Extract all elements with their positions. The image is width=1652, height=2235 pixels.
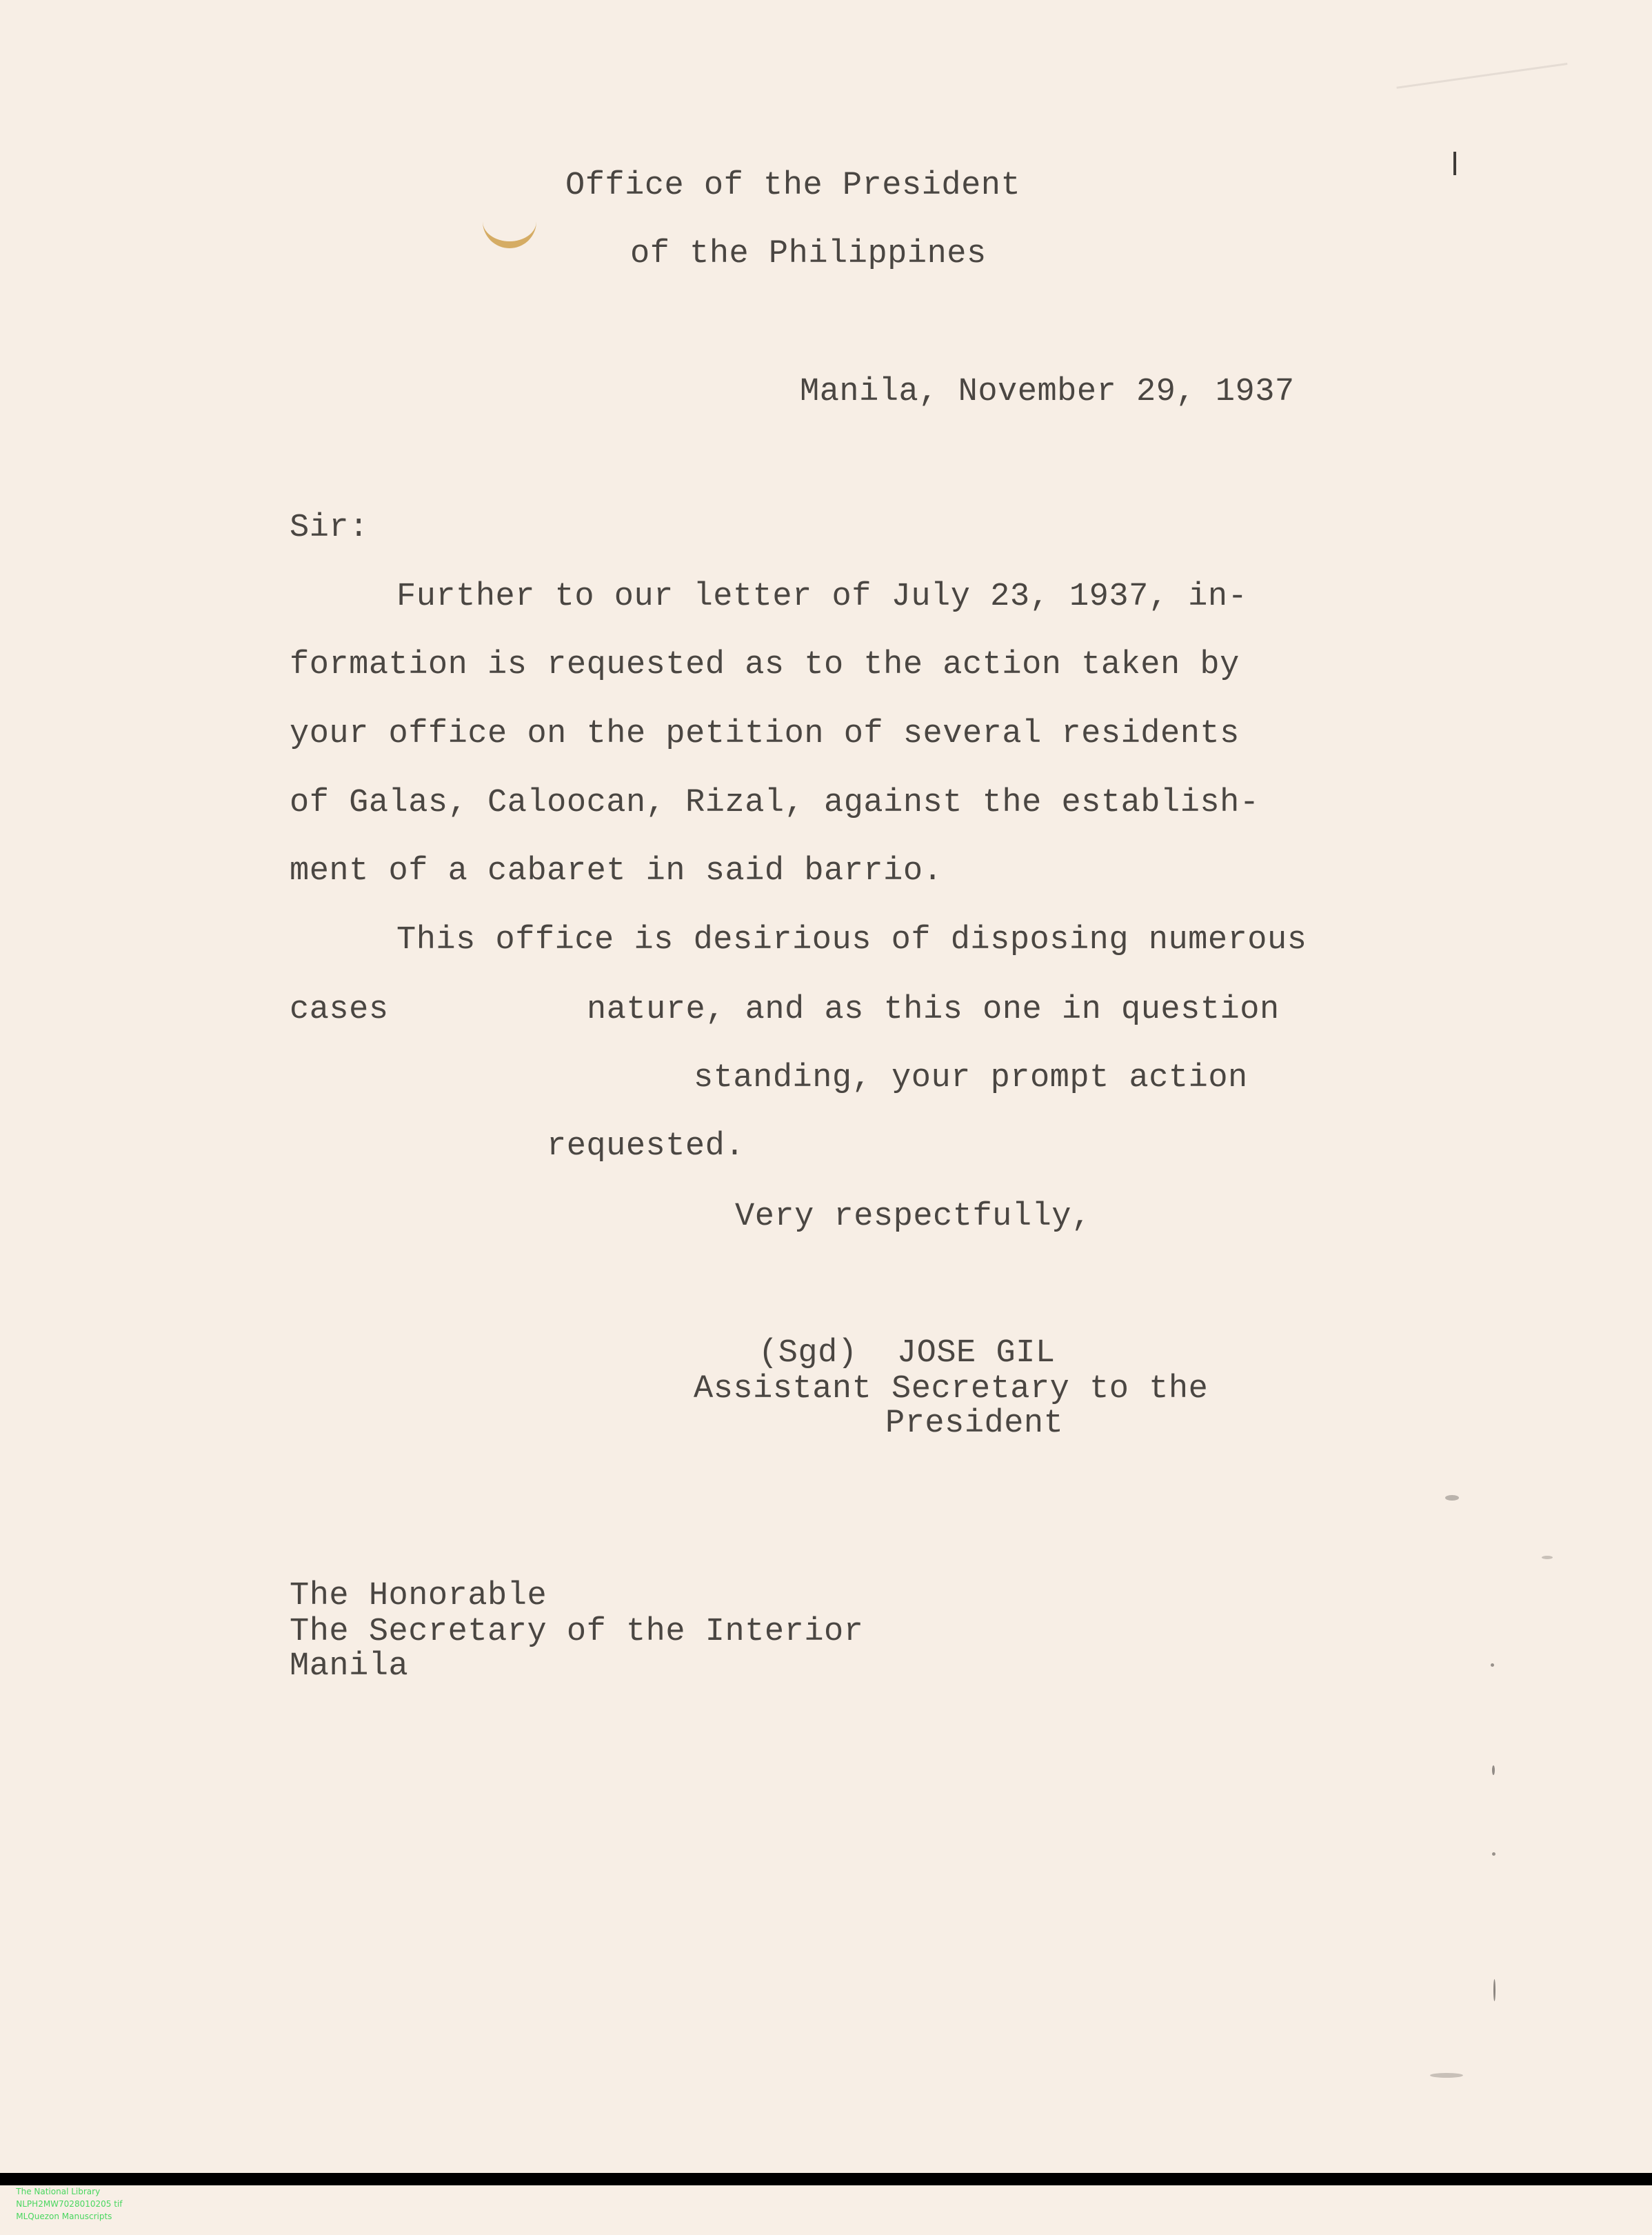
footer-source: The National Library — [16, 2187, 101, 2196]
footer-file-name: NLPH2MW7028010205 tif — [16, 2199, 123, 2209]
letter-date: Manila, November 29, 1937 — [800, 374, 1295, 410]
body-line-4: of Galas, Caloocan, Rizal, against the establish- — [290, 785, 1260, 821]
scan-speck — [1493, 1979, 1495, 2001]
recipient-line-3: Manila — [290, 1648, 409, 1685]
recipient-line-1: The Honorable — [290, 1578, 547, 1614]
scan-speck — [1445, 1495, 1459, 1501]
signature-title-line-2: President — [885, 1405, 1064, 1442]
footer-collection: MLQuezon Manuscripts — [16, 2212, 112, 2221]
margin-mark — [1453, 152, 1456, 175]
scan-footer — [0, 2173, 1652, 2221]
body-line-2: formation is requested as to the action taken by — [290, 647, 1240, 683]
body-line-7: cases — [290, 992, 389, 1028]
stain-mark — [483, 215, 536, 248]
signature: (Sgd) JOSE GIL — [758, 1335, 1056, 1372]
body-line-6: This office is desirious of disposing numerous — [396, 922, 1307, 959]
scan-speck — [1492, 1852, 1495, 1856]
signature-title-line-1: Assistant Secretary to the — [694, 1371, 1209, 1407]
closing: Very respectfully, — [735, 1199, 1091, 1235]
scan-speck — [1492, 1765, 1495, 1775]
salutation: Sir: — [290, 510, 369, 546]
body-line-3: your office on the petition of several residents — [290, 716, 1240, 752]
pencil-marking — [1396, 63, 1575, 143]
body-line-1: Further to our letter of July 23, 1937, in- — [396, 579, 1248, 615]
scan-speck — [1491, 1663, 1494, 1667]
recipient-line-2: The Secretary of the Interior — [290, 1614, 864, 1650]
scan-speck — [1542, 1556, 1553, 1559]
office-header-line-2: of the Philippines — [630, 236, 987, 272]
body-line-8: standing, your prompt action — [694, 1060, 1248, 1096]
body-line-5: ment of a cabaret in said barrio. — [290, 853, 943, 890]
office-header-line-1: Office of the President — [565, 168, 1021, 204]
body-line-9: requested. — [547, 1128, 745, 1165]
scan-speck — [1430, 2073, 1463, 2078]
body-line-7-continued: nature, and as this one in question — [587, 992, 1280, 1028]
